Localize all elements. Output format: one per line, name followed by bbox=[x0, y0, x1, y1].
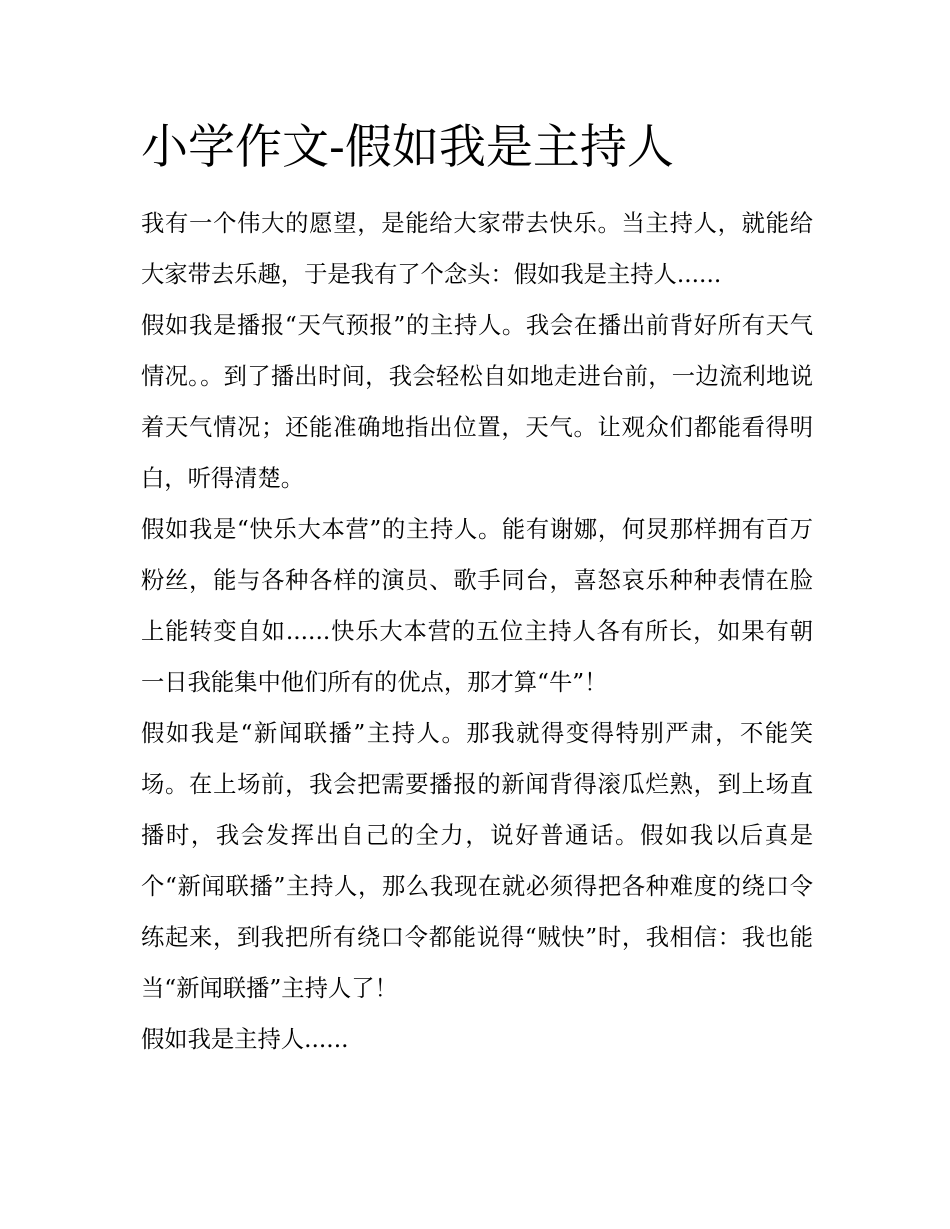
document-body bbox=[141, 198, 813, 1065]
paragraph-weather-forecast: 假如我是播报“天气预报”的主持人。我会在播出前背好所有天气情况。。到了播出时间，我会轻松自如地走进台前，一边流利地说着天气情况；还能准确地指出位置，天气。让观众们都能看得明白，听得清楚。 bbox=[141, 312, 813, 492]
paragraph-closing: 假如我是主持人...... bbox=[141, 1026, 349, 1053]
paragraph-happy-camp: 假如我是“快乐大本营”的主持人。能有谢娜，何炅那样拥有百万粉丝，能与各种各样的演员、歌手同台，喜怒哀乐种种表情在脸上能转变自如......快乐大本营的五位主持人各有所长，如果有朝一日我能集中他们所有的优点，那才算“牛”！ bbox=[141, 516, 813, 696]
paragraph-news-broadcast: 假如我是“新闻联播”主持人。那我就得变得特别严肃，不能笑场。在上场前，我会把需要播报的新闻背得滚瓜烂熟，到上场直播时，我会发挥出自己的全力，说好普通话。假如我以后真是个“新闻联播”主持人，那么我现在就必须得把各种难度的绕口令练起来，到我把所有绕口令都能说得“贼快”时，我相信：我也能当“新闻联播”主持人了！ bbox=[141, 720, 813, 1002]
document-title: 小学作文-假如我是主持人 bbox=[141, 120, 674, 175]
paragraph-intro: 我有一个伟大的愿望，是能给大家带去快乐。当主持人，就能给大家带去乐趣，于是我有了个念头：假如我是主持人...... bbox=[141, 210, 813, 288]
